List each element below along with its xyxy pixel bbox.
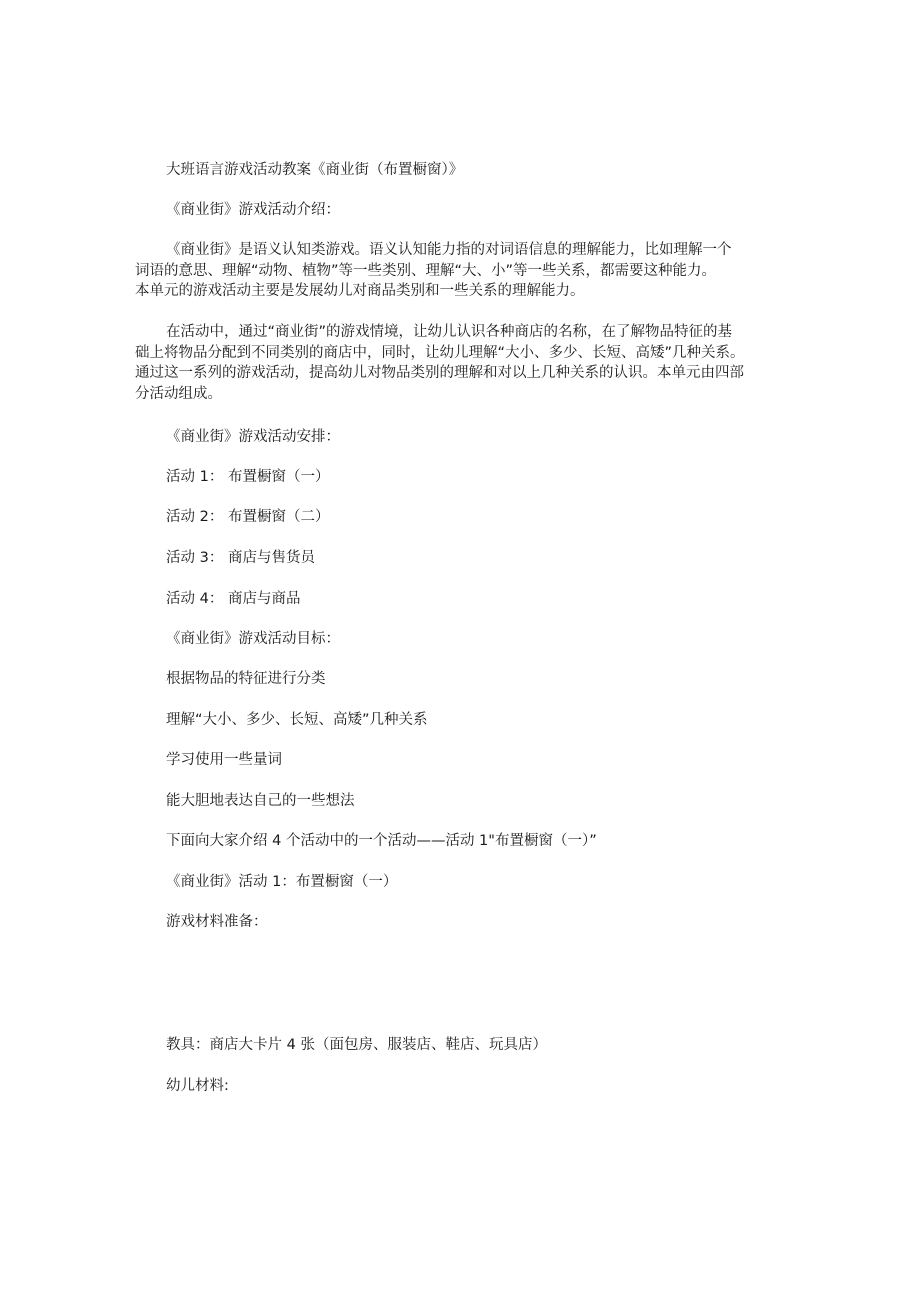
activity-item: 活动 3： 商店与售货员 [166, 550, 315, 566]
intro-p1-line: 《商业街》是语义认知类游戏。语义认知能力指的对词语信息的理解能力，比如理解一个 [166, 242, 732, 258]
intro-p2-line: 通过这一系列的游戏活动，提高幼儿对物品类别的理解和对以上几种关系的认识。本单元由四部 [135, 365, 744, 381]
goals-heading: 《商业街》游戏活动目标： [166, 631, 340, 647]
document-title: 大班语言游戏活动教案《商业街（布置橱窗）》 [166, 162, 464, 178]
materials-heading: 游戏材料准备： [166, 914, 268, 930]
intro-heading: 《商业街》游戏活动介绍： [166, 202, 340, 218]
activity1-heading: 《商业街》活动 1：布置橱窗（一） [166, 874, 398, 890]
intro-p1-line: 本单元的游戏活动主要是发展幼儿对商品类别和一些关系的理解能力。 [135, 283, 585, 299]
goal-item: 根据物品的特征进行分类 [166, 671, 326, 687]
activity-item: 活动 4： 商店与商品 [166, 591, 301, 607]
activity-introduction: 下面向大家介绍 4 个活动中的一个活动——活动 1"布置橱窗（一）” [166, 833, 597, 849]
child-materials: 幼儿材料: [166, 1078, 229, 1094]
activity-item: 活动 2： 布置橱窗（二） [166, 509, 330, 525]
intro-paragraph-2 [135, 322, 795, 404]
goal-item: 理解“大小、多少、长短、高矮”几种关系 [166, 712, 428, 728]
intro-p2-line: 在活动中，通过“商业街”的游戏情境，让幼儿认识各种商店的名称，在了解物品特征的基 [166, 324, 733, 340]
activity-item: 活动 1： 布置橱窗（一） [166, 469, 330, 485]
arrangement-heading: 《商业街》游戏活动安排： [166, 429, 340, 445]
intro-p1-line: 词语的意思、理解“动物、植物”等一些类别、理解“大、小”等一些关系，都需要这种能力。 [135, 262, 717, 279]
intro-p2-line: 分活动组成。 [135, 385, 222, 402]
goal-item: 学习使用一些量词 [166, 752, 282, 768]
intro-paragraph-1 [135, 240, 795, 302]
intro-p2-line: 础上将物品分配到不同类别的商店中，同时，让幼儿理解“大小、多少、长短、高矮”几种关系。 [135, 344, 745, 361]
goal-item: 能大胆地表达自己的一些想法 [166, 793, 355, 809]
teacher-materials: 教具：商店大卡片 4 张（面包房、服装店、鞋店、玩具店） [166, 1037, 547, 1053]
